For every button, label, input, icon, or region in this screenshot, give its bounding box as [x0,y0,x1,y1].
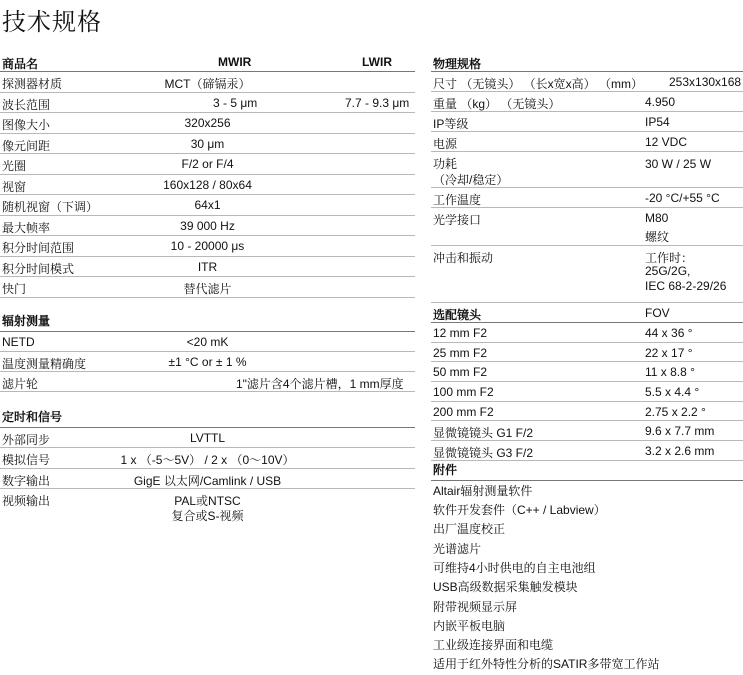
spec-value: 1 x （-5～5V） / 2 x （0～10V） [120,453,295,467]
spec-value: PAL或NTSC [174,494,241,508]
spec-value: 25G/2G, [645,264,691,278]
product-name-header: 商品名 [2,57,39,71]
spec-value: 30 μm [190,136,225,151]
spec-value: F/2 or F/4 [181,157,234,171]
spec-label: 快门 [2,282,27,296]
lens-fov: 3.2 x 2.6 mm [645,444,715,459]
spec-value: M80 [645,211,669,225]
lens-label: 100 mm F2 [433,385,494,400]
lens-label: 显微镜镜头 G3 F/2 [433,446,534,461]
list-item: 软件开发套件（C++ / Labview） [433,503,606,518]
spec-row-temp-accuracy [0,352,415,372]
spec-row-video-output [0,489,415,523]
spec-row-netd [0,332,415,352]
spec-value: 12 VDC [645,135,688,149]
spec-row-shutter [0,277,415,298]
spec-label: 滤片轮 [2,376,39,391]
spec-value: -20 °C/+55 °C [645,191,720,205]
mwir-header: MWIR [218,55,252,69]
spec-label: 功耗 [433,157,458,171]
lens-fov: 5.5 x 4.4 ° [645,385,700,400]
spec-value: GigE 以太网/Camlink / USB [133,473,282,488]
spec-label: （冷却/稳定） [433,173,509,187]
spec-value: IP54 [645,115,670,129]
lens-row [431,323,743,343]
lens-fov: 11 x 8.8 ° [645,365,695,380]
spec-value: <20 mK [186,334,229,349]
spec-row-analog-signal [0,448,415,469]
spec-row-filter-wheel [0,372,415,392]
spec-row-window [0,175,415,196]
spec-row-random-window [0,195,415,216]
spec-label: 数字输出 [2,473,51,488]
list-item: 适用于红外特性分析的SATIR多带宽工作站 [433,657,660,672]
list-item: 工业级连接界面和电缆 [433,638,554,653]
lens-label: 50 mm F2 [433,365,488,380]
lens-label: 显微镜镜头 G1 F/2 [433,426,534,441]
spec-label: 积分时间模式 [2,261,75,276]
lens-label: 25 mm F2 [433,345,488,360]
spec-label: 最大帧率 [2,220,51,235]
spec-label: 模拟信号 [2,453,51,467]
product-header-row [0,52,415,72]
spec-value: 螺纹 [645,230,670,244]
spec-label: 重量 （kg） （无镜头） [433,97,561,111]
spec-label: 温度测量精确度 [2,356,87,371]
spec-value: 1"滤片含4个滤片槽，1 mm厚度 [236,376,404,391]
spec-value: 320x256 [184,116,231,130]
spec-row-integration-mode [0,257,415,278]
spec-row-weight [431,92,743,112]
spec-value: 替代滤片 [183,282,232,296]
spec-row-ip-rating [431,112,743,132]
spec-row-power-consumption [431,152,743,188]
page-title: 技术规格 [2,9,102,36]
list-item: USB高级数据采集触发模块 [433,580,578,595]
spec-row-integration-range [0,236,415,257]
section-title-timing: 定时和信号 [0,408,415,428]
lens-label: 12 mm F2 [433,326,488,340]
spec-row-dimensions [431,72,743,92]
spec-row-image-size [0,113,415,134]
spec-value: IEC 68-2-29/26 [645,279,727,293]
spec-label: 尺寸 （无镜头） （长x宽x高） （mm） [433,77,643,91]
lens-row [431,402,743,422]
lens-row [431,382,743,402]
spec-label: 视窗 [2,179,27,194]
spec-value: 39 000 Hz [180,218,235,233]
spec-label: 波长范围 [2,97,51,112]
spec-row-wavelength [0,93,415,114]
spec-value: 工作时： [645,251,694,265]
spec-label: 探测器材质 [2,77,63,91]
lens-fov: 44 x 36 ° [645,326,693,340]
mwir-value: 3 - 5 μm [213,95,258,110]
spec-label: 图像大小 [2,118,51,132]
lens-row [431,343,743,363]
spec-value: ±1 °C or ± 1 % [168,354,247,369]
spec-label: 光学接口 [433,213,482,227]
spec-value: 64x1 [194,198,221,212]
spec-value: 30 W / 25 W [645,157,712,171]
list-item: 出厂温度校正 [433,522,506,537]
spec-row-detector-material [0,72,415,93]
section-title-physical: 物理规格 [431,52,743,72]
spec-label: 光圈 [2,159,27,173]
spec-row-digital-output [0,469,415,490]
spec-value: LVTTL [189,430,226,445]
spec-label: 冲击和振动 [433,251,494,265]
spec-value: 4.950 [645,95,676,109]
spec-label: NETD [2,334,35,349]
spec-value: 253x130x168 [669,75,742,89]
lens-row [431,362,743,382]
lwir-value: 7.7 - 9.3 μm [345,95,410,110]
accessories-list [431,481,743,675]
spec-row-shock-vibration [431,246,743,303]
spec-row-operating-temp [431,188,743,208]
spec-value: 10 - 20000 μs [170,239,245,253]
left-spec-column [0,52,415,523]
list-item: 附带视频显示屏 [433,599,518,614]
spec-label: 电源 [433,137,458,151]
spec-row-ext-sync [0,428,415,449]
section-title-lenses: 选配镜头 FOV [431,303,743,323]
spec-label: 外部同步 [2,432,51,447]
spec-value: 复合或S-视频 [171,509,244,523]
spec-label: 积分时间范围 [2,241,75,255]
spec-label: 视频输出 [2,494,51,508]
lens-row [431,421,743,441]
list-item: 光谱滤片 [433,541,482,556]
section-title-radiometry: 辐射测量 [0,312,415,332]
fov-header: FOV [645,306,670,320]
list-item: 可维持4小时供电的自主电池组 [433,561,596,575]
lens-label: 200 mm F2 [433,404,494,419]
list-item: Altair辐射测量软件 [433,483,533,498]
spec-row-optical-interface [431,208,743,246]
lens-row [431,441,743,461]
spec-row-max-framerate [0,216,415,237]
spec-label: IP等级 [433,117,469,131]
list-item: 内嵌平板电脑 [433,618,506,633]
spec-label: 工作温度 [433,193,482,207]
section-title-accessories: 附件 [431,461,743,481]
spec-row-power-supply [431,132,743,152]
right-spec-column [431,52,743,675]
lwir-header: LWIR [362,55,392,69]
spec-label: 随机视窗（下调） [2,200,99,214]
spec-value: MCT（碲镉汞） [164,77,251,91]
lens-fov: 9.6 x 7.7 mm [645,424,715,439]
spec-row-pixel-pitch [0,134,415,155]
lens-fov: 22 x 17 ° [645,345,693,360]
spec-label: 像元间距 [2,138,51,153]
lens-fov: 2.75 x 2.2 ° [645,404,706,419]
spec-value: ITR [197,259,218,274]
spec-row-aperture [0,154,415,175]
spec-value: 160x128 / 80x64 [163,177,252,192]
